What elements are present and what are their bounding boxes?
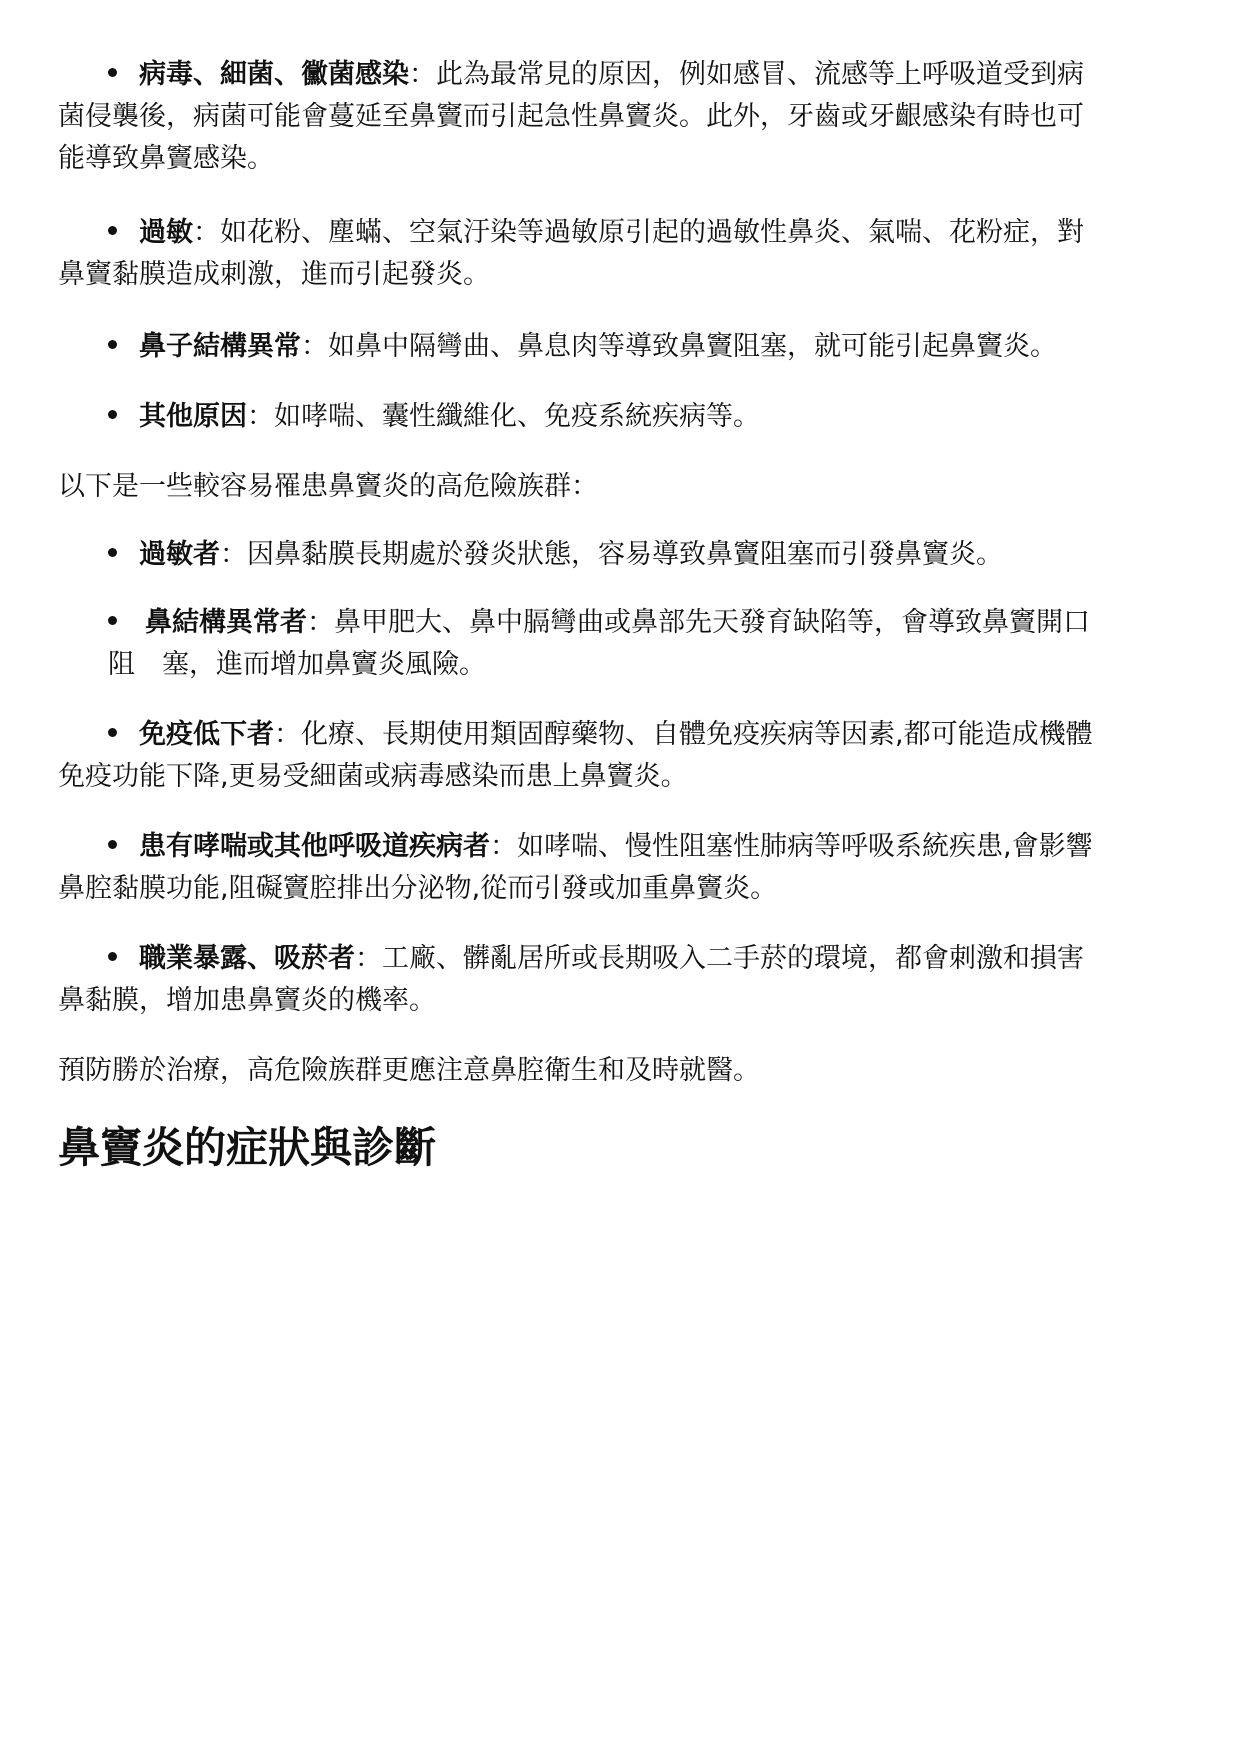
section-heading: 鼻竇炎的症狀與診斷 [58, 1123, 437, 1172]
list-item [58, 54, 1084, 180]
item-text: 鼻黏膜，增加患鼻竇炎的機率。 [58, 985, 436, 1016]
list-item [58, 714, 1093, 798]
item-text: 鼻竇黏膜造成刺激，進而引起發炎。 [58, 259, 490, 290]
item-text: ：工廠、髒亂居所或長期吸入二手菸的環境，都會刺激和損害 [355, 943, 1084, 974]
list-item [58, 938, 1084, 1022]
item-term: 過敏 [139, 217, 193, 248]
list-item [108, 602, 1090, 686]
item-term: 免疫低下者 [139, 719, 274, 750]
list-item [108, 396, 760, 438]
bullet-icon [108, 68, 117, 77]
list-item [108, 534, 1003, 576]
bullet-icon [108, 952, 117, 961]
item-text: ：如哮喘、囊性纖維化、免疫系統疾病等。 [247, 401, 760, 432]
item-text: ：因鼻黏膜長期處於發炎狀態，容易導致鼻竇阻塞而引發鼻竇炎。 [220, 539, 1003, 570]
item-term: 鼻子結構異常 [139, 331, 301, 362]
bullet-icon [108, 840, 117, 849]
list-item [58, 826, 1093, 910]
item-text: ：鼻甲肥大、鼻中膈彎曲或鼻部先天發育缺陷等，會導致鼻竇開口 [307, 607, 1090, 638]
item-text: 能導致鼻竇感染。 [58, 143, 274, 174]
bullet-icon [108, 616, 117, 625]
item-text: 鼻腔黏膜功能,阻礙竇腔排出分泌物,從而引發或加重鼻竇炎。 [58, 873, 778, 904]
intro-text: 以下是一些較容易罹患鼻竇炎的高危險族群： [58, 471, 598, 502]
item-text: 阻 塞，進而增加鼻竇炎風險。 [108, 649, 486, 680]
bullet-icon [108, 226, 117, 235]
list-item [108, 326, 1057, 368]
list-item [58, 212, 1084, 296]
item-term: 職業暴露、吸菸者 [139, 943, 355, 974]
item-text: ：如花粉、塵蟎、空氣汙染等過敏原引起的過敏性鼻炎、氣喘、花粉症，對 [193, 217, 1084, 248]
item-term: 患有哮喘或其他呼吸道疾病者 [139, 831, 490, 862]
bullet-icon [108, 728, 117, 737]
item-term: 病毒、細菌、黴菌感染 [139, 59, 409, 90]
item-text: ：此為最常見的原因，例如感冒、流感等上呼吸道受到病 [409, 59, 1084, 90]
item-text: 免疫功能下降,更易受細菌或病毒感染而患上鼻竇炎。 [58, 761, 688, 792]
item-text: 菌侵襲後，病菌可能會蔓延至鼻竇而引起急性鼻竇炎。此外，牙齒或牙齦感染有時也可 [58, 101, 1084, 132]
item-text: ：如鼻中隔彎曲、鼻息肉等導致鼻竇阻塞，就可能引起鼻竇炎。 [301, 331, 1057, 362]
item-text: ：化療、長期使用類固醇藥物、自體免疫疾病等因素,都可能造成機體 [274, 719, 1093, 750]
item-term: 過敏者 [139, 539, 220, 570]
item-term: 鼻結構異常者 [145, 607, 307, 638]
item-text: ：如哮喘、慢性阻塞性肺病等呼吸系統疾患,會影響 [490, 831, 1093, 862]
conclusion-text: 預防勝於治療，高危險族群更應注意鼻腔衛生和及時就醫。 [58, 1055, 760, 1086]
bullet-icon [108, 548, 117, 557]
bullet-icon [108, 340, 117, 349]
bullet-icon [108, 410, 117, 419]
item-term: 其他原因 [139, 401, 247, 432]
